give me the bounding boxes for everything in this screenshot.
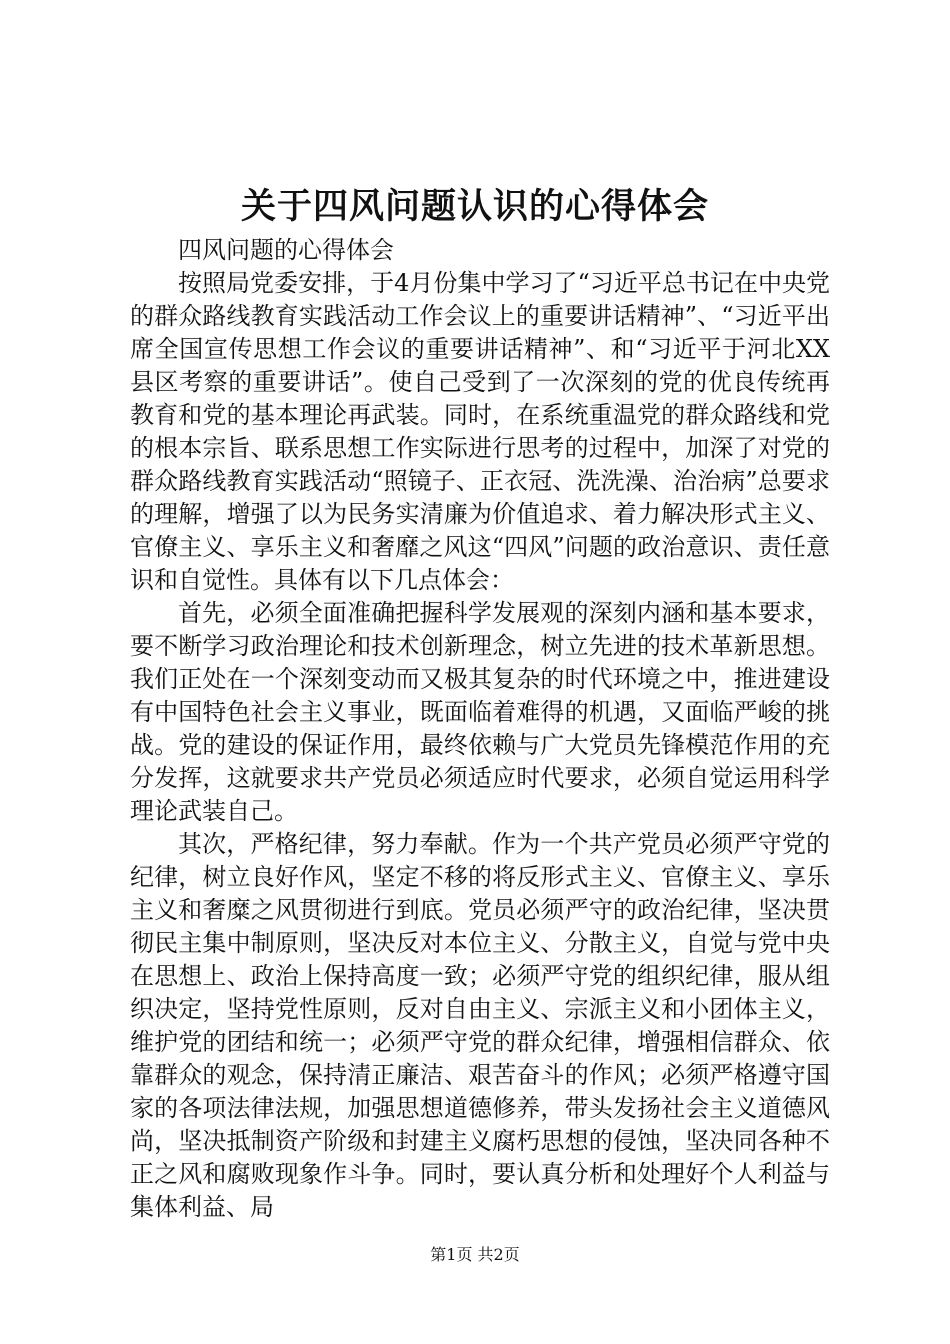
body-paragraph: 按照局党委安排，于4月份集中学习了“习近平总书记在中央党的群众路线教育实践活动工作会议上的重要讲话精神”、“习近平出席全国宣传思想工作会议的重要讲话精神”、和“习近平于河北XX县区考察的重要讲话”。使自己受到了一次深刻的党的优良传统再教育和党的基本理论再武装。同时，在系统重温党的群众路线和党的根本宗旨、联系思想工作实际进行思考的过程中，加深了对党的群众路线教育实践活动“照镜子、正衣冠、洗洗澡、治治病”总要求的理解，增强了以为民务实清廉为价值追求、着力解决形式主义、官僚主义、享乐主义和奢靡之风这“四风”问题的政治意识、责任意识和自觉性。具体有以下几点体会： [130, 269, 830, 594]
document-body [130, 234, 830, 1224]
body-paragraph: 首先，必须全面准确把握科学发展观的深刻内涵和基本要求，要不断学习政治理论和技术创新理念，树立先进的技术革新思想。我们正处在一个深刻变动而又极其复杂的时代环境之中，推进建设有中国特色社会主义事业，既面临着难得的机遇，又面临严峻的挑战。党的建设的保证作用，最终依赖与广大党员先锋模范作用的充分发挥，这就要求共产党员必须适应时代要求，必须自觉运用科学理论武装自己。 [130, 599, 830, 825]
page-number-footer: 第1页 共2页 [430, 1245, 520, 1264]
document-title: 关于四风问题认识的心得体会 [240, 186, 709, 227]
document-subtitle: 四风问题的心得体会 [178, 236, 394, 264]
body-paragraph: 其次，严格纪律，努力奉献。作为一个共产党员必须严守党的纪律，树立良好作风，坚定不移的将反形式主义、官僚主义、享乐主义和奢糜之风贯彻进行到底。党员必须严守的政治纪律，坚决贯彻民主集中制原则，坚决反对本位主义、分散主义，自觉与党中央在思想上、政治上保持高度一致；必须严守党的组织纪律，服从组织决定，坚持党性原则，反对自由主义、宗派主义和小团体主义，维护党的团结和统一；必须严守党的群众纪律，增强相信群众、依靠群众的观念，保持清正廉洁、艰苦奋斗的作风；必须严格遵守国家的各项法律法规，加强思想道德修养，带头发扬社会主义道德风尚，坚决抵制资产阶级和封建主义腐朽思想的侵蚀，坚决同各种不正之风和腐败现象作斗争。同时，要认真分析和处理好个人利益与集体利益、局 [130, 830, 830, 1221]
